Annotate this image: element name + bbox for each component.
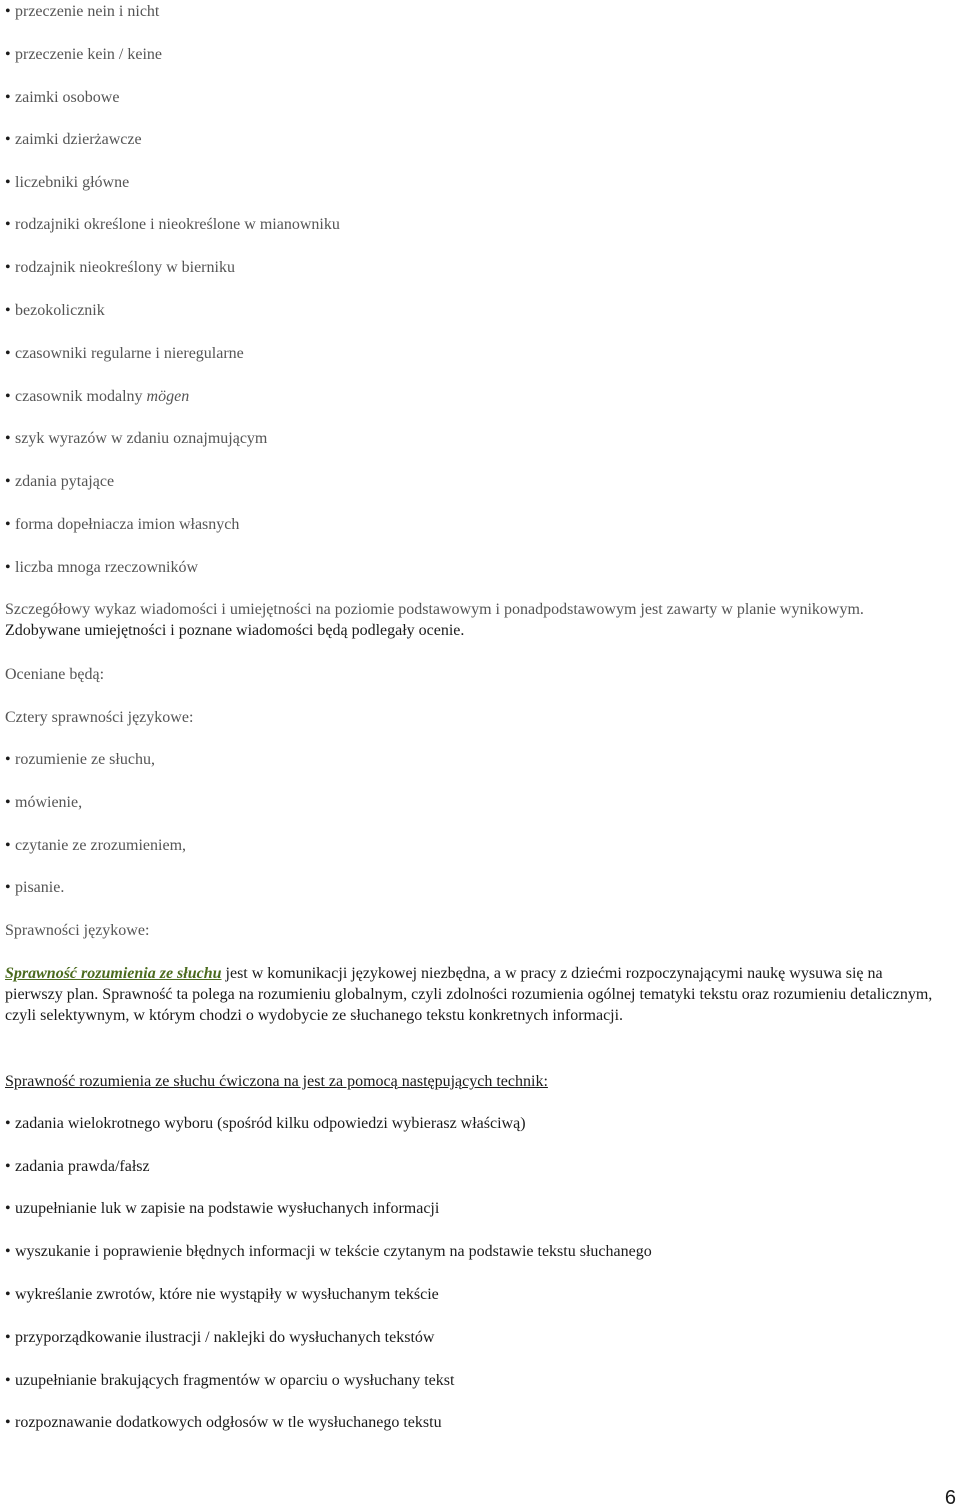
list-item [5,1327,434,1348]
list-item [5,749,155,770]
list-item-text: mówienie, [15,794,83,811]
list-item [5,1198,439,1219]
list-item-text: rodzajniki określone i nieokreślone w mianowniku [15,216,340,233]
detail-text: Szczegółowy wykaz wiadomości i umiejętności na poziomie podstawowym i ponadpodstawowym jest zawarty w planie wynikowym. [5,601,864,618]
list-item-text: czytanie ze zrozumieniem, [15,837,187,854]
skills-heading [5,920,149,941]
bullet: • [5,3,11,20]
list-item-text: bezokolicznik [15,302,105,319]
list-item-text: przyporządkowanie ilustracji / naklejki do wysłuchanych tekstów [15,1329,435,1346]
list-item [5,1113,526,1134]
bullet: • [5,516,11,533]
bullet: • [5,1286,11,1303]
bullet: • [5,388,11,405]
list-item-text: czasownik modalny [15,388,147,405]
list-item [5,44,162,65]
listening-text: jest w komunikacji językowej niezbędna, a w pracy z dziećmi rozpoczynającymi naukę wysuwa się na pierwszy plan. Sprawność ta polega na rozumieniu globalnym, czyli zdolności rozumienia ogólnej tematyki tekstu oraz rozumieniu detalicznym, czyli selektywnym, w którym chodzi o wydobycie ze słuchanego tekstu konkretnych informacji. [5,965,933,1024]
list-item [5,386,189,407]
bullet: • [5,302,11,319]
four-skills-heading-text: Cztery sprawności językowe: [5,709,194,726]
list-item [5,172,129,193]
list-item-text: uzupełnianie luk w zapisie na podstawie wysłuchanych informacji [15,1200,440,1217]
assessed-heading [5,664,104,685]
bullet: • [5,879,11,896]
bullet: • [5,1329,11,1346]
bullet: • [5,794,11,811]
bullet: • [5,46,11,63]
bullet: • [5,751,11,768]
list-item-text: szyk wyrazów w zdaniu oznajmującym [15,430,268,447]
listening-paragraph [5,963,940,1026]
list-item-text: liczba mnoga rzeczowników [15,559,199,576]
list-item [5,471,114,492]
bullet: • [5,1158,11,1175]
list-item-text: forma dopełniacza imion własnych [15,516,240,533]
list-item [5,1370,454,1391]
detail-paragraph [5,599,940,641]
bullet: • [5,837,11,854]
list-item [5,1156,150,1177]
list-item [5,1241,652,1262]
list-item-text: wykreślanie zwrotów, które nie wystąpiły w wysłuchanym tekście [15,1286,439,1303]
bullet: • [5,1115,11,1132]
list-item-text: uzupełnianie brakujących fragmentów w oparciu o wysłuchany tekst [15,1372,455,1389]
list-item [5,1,159,22]
assessed-heading-text: Oceniane będą: [5,666,105,683]
list-item [5,557,198,578]
list-item [5,514,239,535]
list-item [5,87,119,108]
list-item-text: rozumienie ze słuchu, [15,751,155,768]
list-item [5,257,235,278]
page-number: 6 [944,1487,956,1509]
list-item [5,792,82,813]
list-item-text: rodzajnik nieokreślony w bierniku [15,259,235,276]
list-item-text: pisanie. [15,879,65,896]
list-item-text: zaimki dzierżawcze [15,131,142,148]
bullet: • [5,131,11,148]
list-item-text: zdania pytające [15,473,115,490]
bullet: • [5,430,11,447]
list-item-text: liczebniki główne [15,174,130,191]
four-skills-heading [5,707,193,728]
list-item [5,877,64,898]
list-item-text: przeczenie kein / keine [15,46,163,63]
bullet: • [5,1372,11,1389]
list-item [5,428,267,449]
list-item [5,835,186,856]
bullet: • [5,89,11,106]
detail-text-assessment: Zdobywane umiejętności i poznane wiadomości będą podlegały ocenie. [5,622,465,639]
list-item-text: przeczenie nein i nicht [15,3,160,20]
list-item [5,129,142,150]
bullet: • [5,174,11,191]
list-item-text: zaimki osobowe [15,89,120,106]
bullet: • [5,473,11,490]
bullet: • [5,1414,11,1431]
bullet: • [5,345,11,362]
techniques-heading [5,1071,548,1092]
list-item-text: rozpoznawanie dodatkowych odgłosów w tle wysłuchanego tekstu [15,1414,442,1431]
list-item [5,300,105,321]
list-item [5,1284,439,1305]
bullet: • [5,1200,11,1217]
bullet: • [5,259,11,276]
skills-heading-text: Sprawności językowe: [5,922,150,939]
bullet: • [5,1243,11,1260]
list-item-text: wyszukanie i poprawienie błędnych informacji w tekście czytanym na podstawie tekstu słuchanego [15,1243,652,1260]
list-item-text: zadania wielokrotnego wyboru (spośród kilku odpowiedzi wybierasz właściwą) [15,1115,526,1132]
list-item-text: czasowniki regularne i nieregularne [15,345,244,362]
listening-link[interactable]: Sprawność rozumienia ze słuchu [5,965,222,982]
list-item-text: zadania prawda/fałsz [15,1158,150,1175]
modal-verb: mögen [146,388,190,405]
list-item [5,1412,442,1433]
techniques-heading-text: Sprawność rozumienia ze słuchu ćwiczona na jest za pomocą następujących technik: [5,1073,548,1090]
list-item [5,214,340,235]
list-item [5,343,244,364]
bullet: • [5,559,11,576]
bullet: • [5,216,11,233]
